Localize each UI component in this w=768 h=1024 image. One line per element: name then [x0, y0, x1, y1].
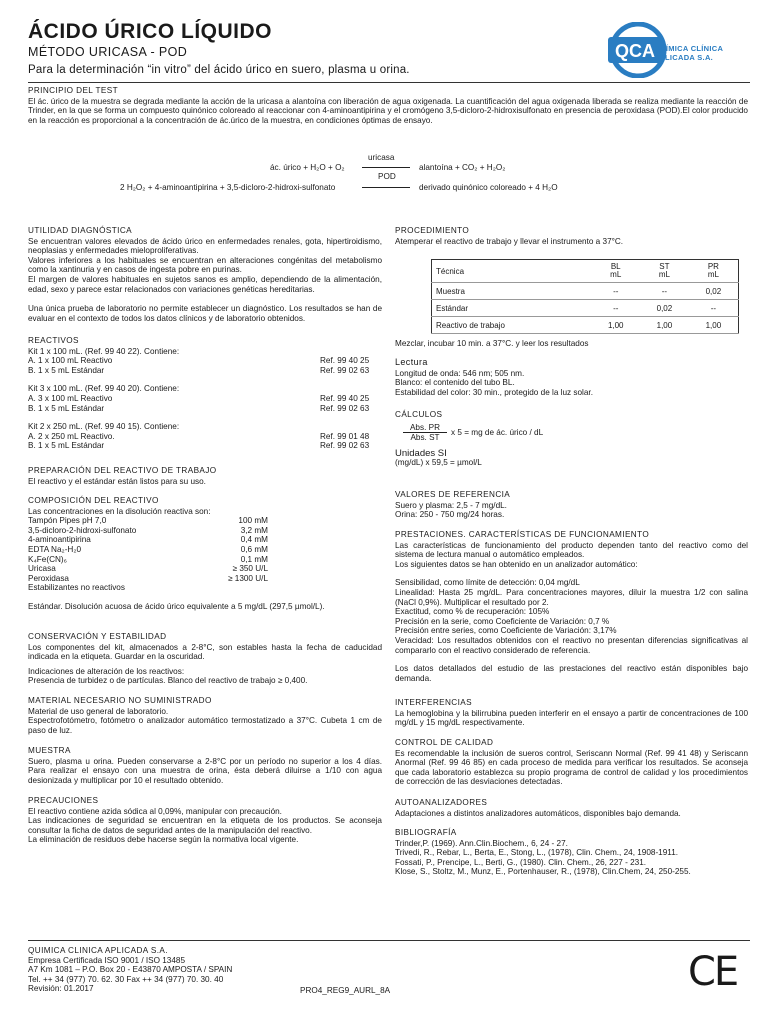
table-header-row: Técnica BL mL ST mL PR mL [432, 260, 739, 283]
footer-rule [28, 940, 750, 941]
interferencias-section: INTERFERENCIAS La hemoglobina y la bilirrubina pueden interferir en el ensayo a partir de concentraciones de 100 mg/dL y 15 mg/dL respectivamente. [395, 698, 748, 728]
utilidad-section: UTILIDAD DIAGNÓSTICA Se encuentran valores elevados de ácido úrico en enfermedades renales, gota, hipertiroidismo, neoplasias y enfermedades mieloproliferativas. Valores inferiores a los habituales se encuentran en alteraciones congénitas del metabolismo como la xantinuria y en casos de ingesta pobre en purinas. El margen de valores habituales en sujetos sanos es amplio, dependiendo de la alimentación, edad, sexo y parece estar relacionados con variaciones genéticas hereditarias. Una única prueba de laboratorio no permite establecer un diagnóstico. Los resultados se han de evaluar en el contexto de todos los datos clínicos y de laboratorio obtenidos. [28, 226, 382, 323]
composicion-section: COMPOSICIÓN DEL REACTIVO Las concentraciones en la disolución reactiva son: Tampón Pipes pH 7,0 100 mM 3,5-dicloro-2-hidroxi-sulfonato 3,2 mM 4-aminoantipirina 0,4 mM EDTA Na₂-H₂0 0,6 mM K₄Fe(CN)₆ 0,1 mM Uricasa ≥ 350 U/L Peroxidasa ≥ 1300 U/L Estabilizantes no reactivos Estándar. Disolución acuosa de ácido úrico equivalente a 5 mg/dL (297,5 µmol/L). [28, 496, 325, 611]
ref-item: Fossati, P., Prencipe, L., Berti, G., (1980). Clin. Chem., 26, 227 - 231. [395, 857, 647, 867]
preparacion-section: PREPARACIÓN DEL REACTIVO DE TRABAJO El reactivo y el estándar están listos para su uso. [28, 466, 217, 486]
calc-formula: x 5 = mg de ác. úrico / dL [451, 427, 544, 437]
page-title: ÁCIDO ÚRICO LÍQUIDO [28, 20, 272, 43]
header-rule [28, 82, 750, 83]
lectura-section: Lectura Longitud de onda: 546 nm; 505 nm. Blanco: el contenido del tubo BL. Estabilidad del color: 30 min., protegido de la luz solar. [395, 357, 593, 397]
comp-row: Estabilizantes no reactivos [28, 583, 125, 593]
reaction1-arrow [362, 167, 410, 168]
reaction2-right: derivado quinónico coloreado + 4 H₂O [419, 183, 558, 192]
comp-row: Uricasa ≥ 350 U/L [28, 564, 268, 574]
calc-numerator: Abs. PR [409, 422, 441, 432]
enzyme-uricasa: uricasa [368, 153, 395, 162]
control-section: CONTROL DE CALIDAD Es recomendable la inclusión de sueros control, Seriscann Normal (Ref. 99 41 48) y Seriscann Anormal (Ref. 99 46 85) en cada proceso de medida para verificar los resultados. Se aconseja que cada laboratorio establezca su propio programa de control de calidad y los procedimientos de corrección de las desviaciones detectadas. [395, 738, 748, 787]
precauciones-section: PRECAUCIONES El reactivo contiene azida sódica al 0,09%, manipular con precaución. Las indicaciones de seguridad se encuentran en la etiqueta de los productos. Se aconseja consultar la ficha de datos de seguridad antes de la manipulación del reactivo. La eliminación de residuos debe hacerse según la normativa local vigente. [28, 796, 382, 845]
comp-row: EDTA Na₂-H₂0 0,6 mM [28, 544, 268, 554]
reactivos-section: REACTIVOS Kit 1 x 100 mL. (Ref. 99 40 22). Contiene: A. 1 x 100 mL Reactivo Ref. 99 40 25 B. 1 x 5 mL Estándar Ref. 99 02 63 Kit 3 x 100 mL. (Ref. 99 40 20). Contiene: A. 3 x 100 mL Reactivo Ref. 99 40 25 B. 1 x 5 mL Estándar Ref. 99 02 63 Kit 2 x 250 mL. (Ref. 99 40 15). Contiene: A. 2 x 250 mL Reactivo. Ref. 99 01 48 B. 1 x 5 mL Estándar Ref. 99 02 63 [28, 336, 370, 451]
comp-row: 3,5-dicloro-2-hidroxi-sulfonato 3,2 mM [28, 525, 268, 535]
table-row: Estándar -- 0,02 -- [432, 300, 739, 317]
table-row: Reactivo de trabajo 1,00 1,00 1,00 [432, 317, 739, 334]
si-title: Unidades SI [395, 447, 447, 459]
conservacion-section: CONSERVACIÓN Y ESTABILIDAD Los componentes del kit, almacenados a 2-8°C, son estables hasta la fecha de caducidad indicada en la etiqueta. Guardar en la oscuridad. Indicaciones de alteración de los reactivos: Presencia de turbidez o de partículas. Blanco del reactivo de trabajo ≥ 0,400. [28, 632, 382, 686]
referencia-section: VALORES DE REFERENCIA Suero y plasma: 2,5 - 7 mg/dL. Orina: 250 - 750 mg/24 horas. [395, 490, 511, 520]
material-section: MATERIAL NECESARIO NO SUMINISTRADO Material de uso general de laboratorio. Espectrofotómetro, fotómetro o analizador automático termostatizado a 37°C. Cubeta 1 cm de paso de luz. [28, 696, 382, 735]
footer-info: QUIMICA CLINICA APLICADA S.A. Empresa Certificada ISO 9001 / ISO 13485 A7 Km 1081 – P.O. Box 20 - E43870 AMPOSTA / SPAIN Tel. ++ 34 (977) 70. 62. 30 Fax ++ 34 (977) 70. 30. 40 Revisión: 01.2017 [28, 946, 233, 994]
document-code: PRO4_REG9_AURL_8A [300, 986, 391, 995]
autoanalizadores-section: AUTOANALIZADORES Adaptaciones a distintos analizadores automáticos, disponibles bajo demanda. [395, 798, 681, 818]
bibliografia-section: BIBLIOGRAFÍA Trinder,P. (1969). Ann.Clin.Biochem., 6, 24 - 27. Trivedi, R., Rebar, L., Berta, E., Stong, L., (1978), Clin. Chem., 24, 1908-1911. Fossati, P., Prencipe, L., Berti, G., (1980). Clin. Chem., 26, 227 - 231. Klose, S., Stoltz, M., Munz, E., Portenhauser, R., (1978), Clin.Chem, 24, 250-255. [395, 828, 748, 877]
table-row: Muestra -- -- 0,02 [432, 283, 739, 300]
calc-denominator: Abs. ST [410, 433, 440, 443]
prestaciones-section: PRESTACIONES. CARACTERÍSTICAS DE FUNCIONAMIENTO Las características de funcionamiento del producto dependen tanto del reactivo como del sistema de lectura manual o automático empleados. Los siguientes datos se han obtenido en un analizador automático: Sensibilidad, como límite de detección: 0,04 mg/dL Linealidad: Hasta 25 mg/dL. Para concentraciones mayores, diluir la muestra 1/2 con salina (NaCl 0,9%). Multiplicar el resultado por 2. Exactitud, como % de recuperación: 105% Precisión en la serie, como Coeficiente de Variación: 0,7 % Precisión entre series, como Coeficiente de Variación: 3,17% Veracidad: Los resultados obtenidos con el reactivo no presentan diferencias significativas al compararlo con el reactivo considerado de referencia. Los datos detallados del estudio de las prestaciones del reactivo están disponibles bajo demanda. [395, 530, 748, 683]
comp-row: 4-aminoantipirina 0,4 mM [28, 535, 268, 545]
comp-row: K₄Fe(CN)₆ 0,1 mM [28, 554, 268, 564]
si-formula: (mg/dL) x 59,5 = µmol/L [395, 458, 482, 468]
ref-item: Trivedi, R., Rebar, L., Berta, E., Stong, L., (1978), Clin. Chem., 24, 1908-1911. [395, 848, 679, 858]
reaction1-left: ác. úrico + H₂O + O₂ [270, 163, 345, 172]
reaction1-right: alantoína + CO₂ + H₂O₂ [419, 163, 506, 172]
enzyme-pod: POD [378, 172, 396, 181]
principio-section: PRINCIPIO DEL TEST El ác. úrico de la muestra se degrada mediante la acción de la uricasa a alantoína con liberación de agua oxigenada. La cuantificación del agua oxigenada liberada se realiza mediante la reacción de Trinder, en la que se forma un compuesto quinónico coloreado al reaccionar con 4-aminoantipirina y el cromógeno 3,5-dicloro-2-hidroxisulfonato en presencia de peroxidasa (POD).El color producido en la reacción es proporcional a la concentración de ác.úrico de la muestra, en condiciones óptimas de ensayo. [28, 86, 748, 125]
logo-mark: QCA [615, 41, 655, 61]
comp-row: Tampón Pipes pH 7,0 100 mM [28, 516, 268, 526]
comp-row: Peroxidasa ≥ 1300 U/L [28, 573, 268, 583]
ref-item: Trinder,P. (1969). Ann.Clin.Biochem., 6, 24 - 27. [395, 838, 568, 848]
method-subtitle: MÉTODO URICASA - POD [28, 45, 188, 59]
ref-item: Klose, S., Stoltz, M., Munz, E., Portenhauser, R., (1978), Clin.Chem, 24, 250-255. [395, 867, 691, 877]
procedimiento-section: PROCEDIMIENTO Atemperar el reactivo de trabajo y llevar el instrumento a 37°C. [395, 226, 624, 246]
reaction2-arrow [362, 187, 410, 188]
procedure-table [431, 259, 739, 334]
reaction2-left: 2 H₂O₂ + 4-aminoantipirina + 3,5-dicloro-2-hidroxi-sulfonato [120, 183, 336, 192]
description: Para la determinación “in vitro” del ácido úrico en suero, plasma u orina. [28, 64, 410, 76]
calculos-section: CÁLCULOS Abs. PR Abs. ST x 5 = mg de ác. úrico / dL Unidades SI (mg/dL) x 59,5 = µmol/L [395, 410, 748, 468]
procedimiento-after: Mezclar, incubar 10 min. a 37°C. y leer los resultados [395, 339, 589, 348]
ce-mark-icon: CE [688, 949, 738, 995]
muestra-section: MUESTRA Suero, plasma u orina. Pueden conservarse a 2-8°C por un período no superior a los 4 días. Para realizar el ensayo con una muestra de orina, ésta deberá diluirse a 1/10 con agua desionizada y multiplicar por 10 el resultado obtenido. [28, 746, 382, 785]
logo-text: QUÍMICA CLÍNICA APLICADA S.A. [654, 44, 724, 62]
